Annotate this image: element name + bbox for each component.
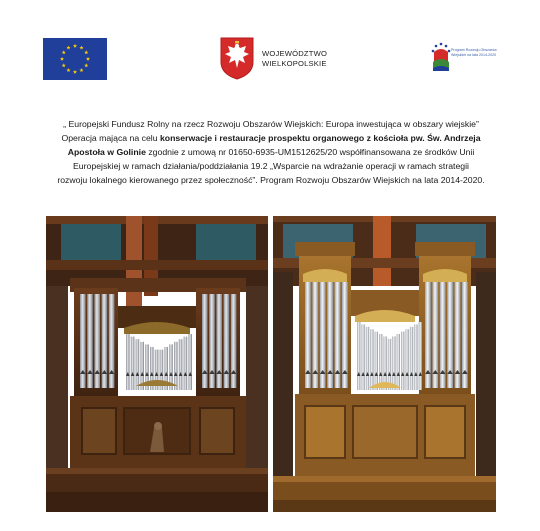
organ-pipe [383, 336, 386, 390]
organ-pipe [179, 339, 183, 390]
organ-pipe [397, 334, 400, 390]
organ-pipe [379, 334, 382, 390]
statement-line-1: „ Europejski Fundusz Rolny na rzecz Rozwoju Obszarów Wiejskich: Europa inwestująca w obszary wiejskie” [63, 119, 479, 129]
region-name [262, 49, 327, 68]
prow-logo [430, 40, 500, 82]
statement-line-5: rozwoju lokalnego kierowanego przez społeczność”. Program Rozwoju Obszarów Wiejskich na lata 2014-2020. [57, 175, 485, 186]
region-name-line1: WOJEWÓDZTWO [262, 49, 328, 58]
organ-pipe [375, 332, 378, 390]
organ-pipe [392, 336, 395, 390]
statement-line-2 [26, 131, 516, 145]
organ-pipe [366, 327, 369, 390]
organ-pipe [405, 329, 408, 390]
organ-pipe [414, 324, 417, 390]
organ-pipe [410, 327, 413, 390]
eu-flag-icon [43, 38, 107, 80]
organ-pipe [126, 334, 130, 390]
organ-pipe [174, 342, 178, 390]
organ-photo-after-restoration [273, 216, 496, 512]
organ-pipe [361, 324, 364, 390]
statement-line-3-plain: zgodnie z umową nr 01650-6935-UM1512625/20 współfinansowana ze środków Unii [145, 147, 475, 158]
eagle-crest-icon [219, 36, 255, 80]
organ-photo-before-restoration [46, 216, 268, 512]
prow-caption: Program Rozwoju Obszarów Wiejskich na lata 2014-2020 [451, 48, 497, 57]
organ-pipe [401, 332, 404, 390]
organ-pipe [188, 334, 192, 390]
organ-pipe [131, 337, 135, 390]
organ-pipe [370, 329, 373, 390]
funding-statement [26, 117, 516, 187]
prow-emblem-icon [430, 40, 452, 76]
organ-pipe [357, 322, 360, 390]
statement-line-2-plain: Operacja mająca na celu [61, 133, 160, 144]
statement-line-3-bold: Apostoła w Golinie [67, 147, 146, 158]
region-name-line2: WIELKOPOLSKIE [262, 58, 327, 68]
eu-flag-logo [43, 38, 107, 80]
wielkopolska-logo [219, 36, 339, 80]
organ-pipe [136, 339, 140, 390]
statement-line-4: Europejskiej w ramach działania/poddziałania 19.2 „Wsparcie na wdrażanie operacji w ramach strategii [73, 161, 469, 172]
organ-pipe [184, 337, 188, 390]
statement-line-2-bold: konserwacje i restauracje prospektu organowego z kościoła pw. Św. Andrzeja [159, 133, 481, 144]
statement-line-3 [26, 145, 516, 159]
organ-pipe [419, 322, 422, 390]
